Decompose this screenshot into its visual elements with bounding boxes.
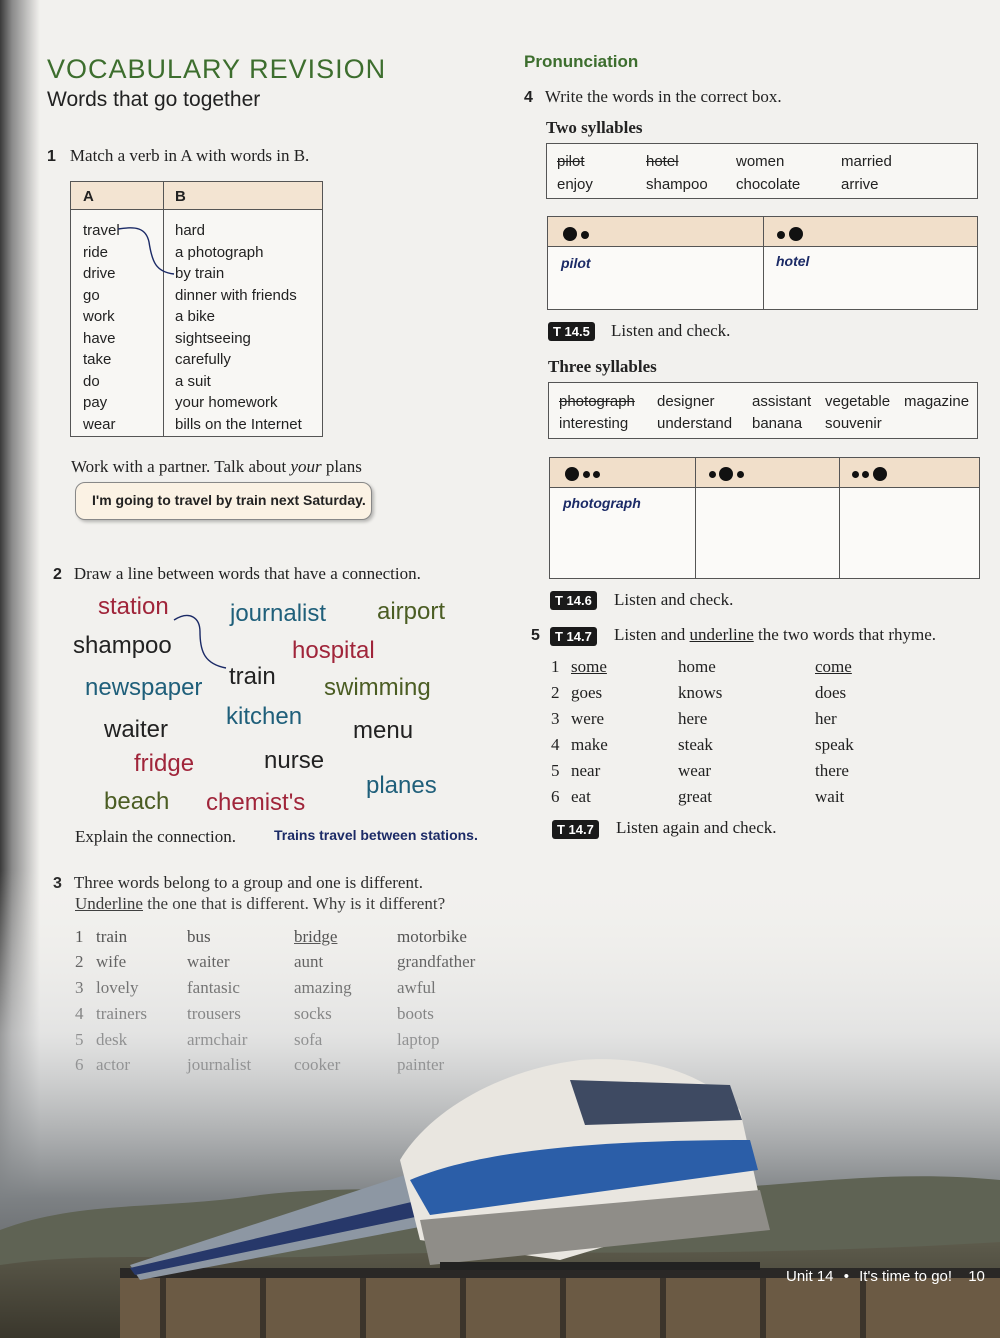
exercise-1-heading (47, 146, 309, 166)
exercise-instruction: Match a verb in A with words in B. (69, 146, 310, 165)
cloud-word: kitchen (226, 703, 303, 730)
audio-track-badge[interactable]: T 14.7 (552, 820, 599, 839)
speech-text: I'm going to travel by train next Saturday. (92, 492, 366, 508)
col-b-header: B (175, 188, 186, 205)
col-a-header: A (83, 188, 94, 205)
unit-title: It's time to go! (859, 1268, 953, 1285)
cloud-word: planes (366, 772, 437, 799)
col-b-item: sightseeing (175, 329, 251, 347)
example-answer: hotel (776, 253, 810, 269)
word: women (736, 153, 785, 170)
col-a-item: have (83, 329, 116, 347)
col-a-item: do (83, 372, 100, 390)
cloud-word: fridge (134, 750, 195, 777)
col-b-item: hard (175, 222, 206, 239)
table-divider (163, 182, 164, 436)
cloud-word: airport (377, 598, 446, 625)
word: assistant (752, 393, 812, 410)
word-crossed: photograph (559, 393, 635, 410)
cloud-word: swimming (324, 674, 431, 701)
col-a-item: pay (83, 394, 108, 411)
footer-bullet: • (843, 1268, 849, 1285)
word: souvenir (825, 415, 882, 432)
cloud-word: newspaper (85, 674, 203, 701)
word: chocolate (736, 176, 801, 193)
word: enjoy (557, 176, 593, 193)
two-syllables-grid (547, 216, 978, 310)
table-header (71, 182, 322, 210)
word-crossed: pilot (557, 153, 585, 170)
page-footer (786, 1268, 985, 1285)
cloud-word: journalist (230, 600, 327, 627)
col-a-item: go (83, 286, 100, 304)
col-b-item: a suit (175, 372, 211, 390)
speech-bubble (75, 482, 372, 520)
match-table (70, 181, 323, 437)
word: married (841, 153, 892, 170)
example-answer: pilot (561, 255, 591, 271)
section-subtitle: Words that go together (47, 88, 261, 111)
exercise-5-instruction: Listen and underline the two words that rhyme. (614, 625, 936, 644)
match-line (116, 222, 176, 282)
col-a-item: ride (83, 243, 109, 261)
stress-dot-big (563, 227, 577, 241)
cloud-word: chemist's (206, 789, 306, 816)
three-syllables-grid (549, 457, 980, 579)
audio-track-badge[interactable]: T 14.7 (550, 627, 597, 646)
stress-header (550, 458, 979, 488)
section-title: VOCABULARY REVISION (47, 54, 387, 84)
listen-instruction: Listen and check. (611, 321, 731, 340)
exercise-4-heading: 4 Write the words in the correct box. (524, 87, 782, 106)
audio-track-badge[interactable]: T 14.5 (548, 322, 595, 341)
partner-instruction: Work with a partner. Talk about your plans (71, 457, 362, 476)
cloud-word: nurse (264, 747, 325, 774)
col-a-item: wear (83, 415, 116, 433)
word: vegetable (825, 393, 891, 410)
pronunciation-title: Pronunciation (524, 52, 639, 71)
example-answer: Trains travel between stations. (274, 827, 478, 843)
col-b-item: your homework (175, 394, 278, 411)
word-crossed: hotel (646, 153, 679, 170)
stress-dot-small (581, 231, 589, 239)
cloud-word: waiter (104, 716, 169, 743)
cloud-word: shampoo (73, 632, 172, 659)
col-b-item: bills on the Internet (175, 415, 302, 433)
col-b-item: dinner with friends (175, 286, 297, 304)
listen-instruction: Listen and check. (614, 590, 734, 609)
word: banana (752, 415, 803, 432)
exercise-number: 1 (47, 148, 56, 165)
column-b (175, 220, 302, 435)
word: arrive (841, 176, 879, 193)
cloud-word: menu (353, 717, 414, 744)
exercise-5-number: 5 (531, 627, 540, 644)
column-a (83, 220, 120, 435)
word: magazine (904, 393, 970, 410)
col-b-item: a photograph (175, 243, 264, 261)
unit-label: Unit 14 (786, 1268, 834, 1285)
exercise-2-heading: 2 Draw a line between words that have a connection. (53, 564, 421, 583)
word: designer (657, 393, 715, 410)
col-a-item: work (83, 308, 115, 325)
stress-dot-big (789, 227, 803, 241)
col-b-item: carefully (175, 351, 231, 368)
cloud-word: beach (104, 788, 170, 815)
three-syllables-heading: Three syllables (548, 357, 657, 376)
example-answer: photograph (563, 495, 641, 511)
audio-track-badge[interactable]: T 14.6 (550, 591, 597, 610)
stress-dot-small (777, 231, 785, 239)
listen-instruction: Listen again and check. (616, 818, 777, 837)
connection-line (170, 612, 240, 672)
col-b-item: by train (175, 265, 225, 282)
page-number: 10 (968, 1268, 985, 1285)
col-a-item: drive (83, 265, 116, 282)
word: shampoo (646, 176, 708, 193)
cloud-word: station (98, 593, 169, 620)
col-a-item: take (83, 351, 112, 368)
two-syllables-heading: Two syllables (546, 118, 643, 137)
word: understand (657, 415, 733, 432)
two-syllables-word-box (546, 143, 978, 199)
col-a-item: travel (83, 222, 120, 239)
explain-connection: Explain the connection. (75, 827, 236, 846)
cloud-word: hospital (292, 637, 375, 664)
three-syllables-word-box (548, 382, 978, 439)
cloud-word: train (229, 663, 276, 690)
col-b-item: a bike (175, 308, 216, 325)
word: interesting (559, 415, 629, 432)
